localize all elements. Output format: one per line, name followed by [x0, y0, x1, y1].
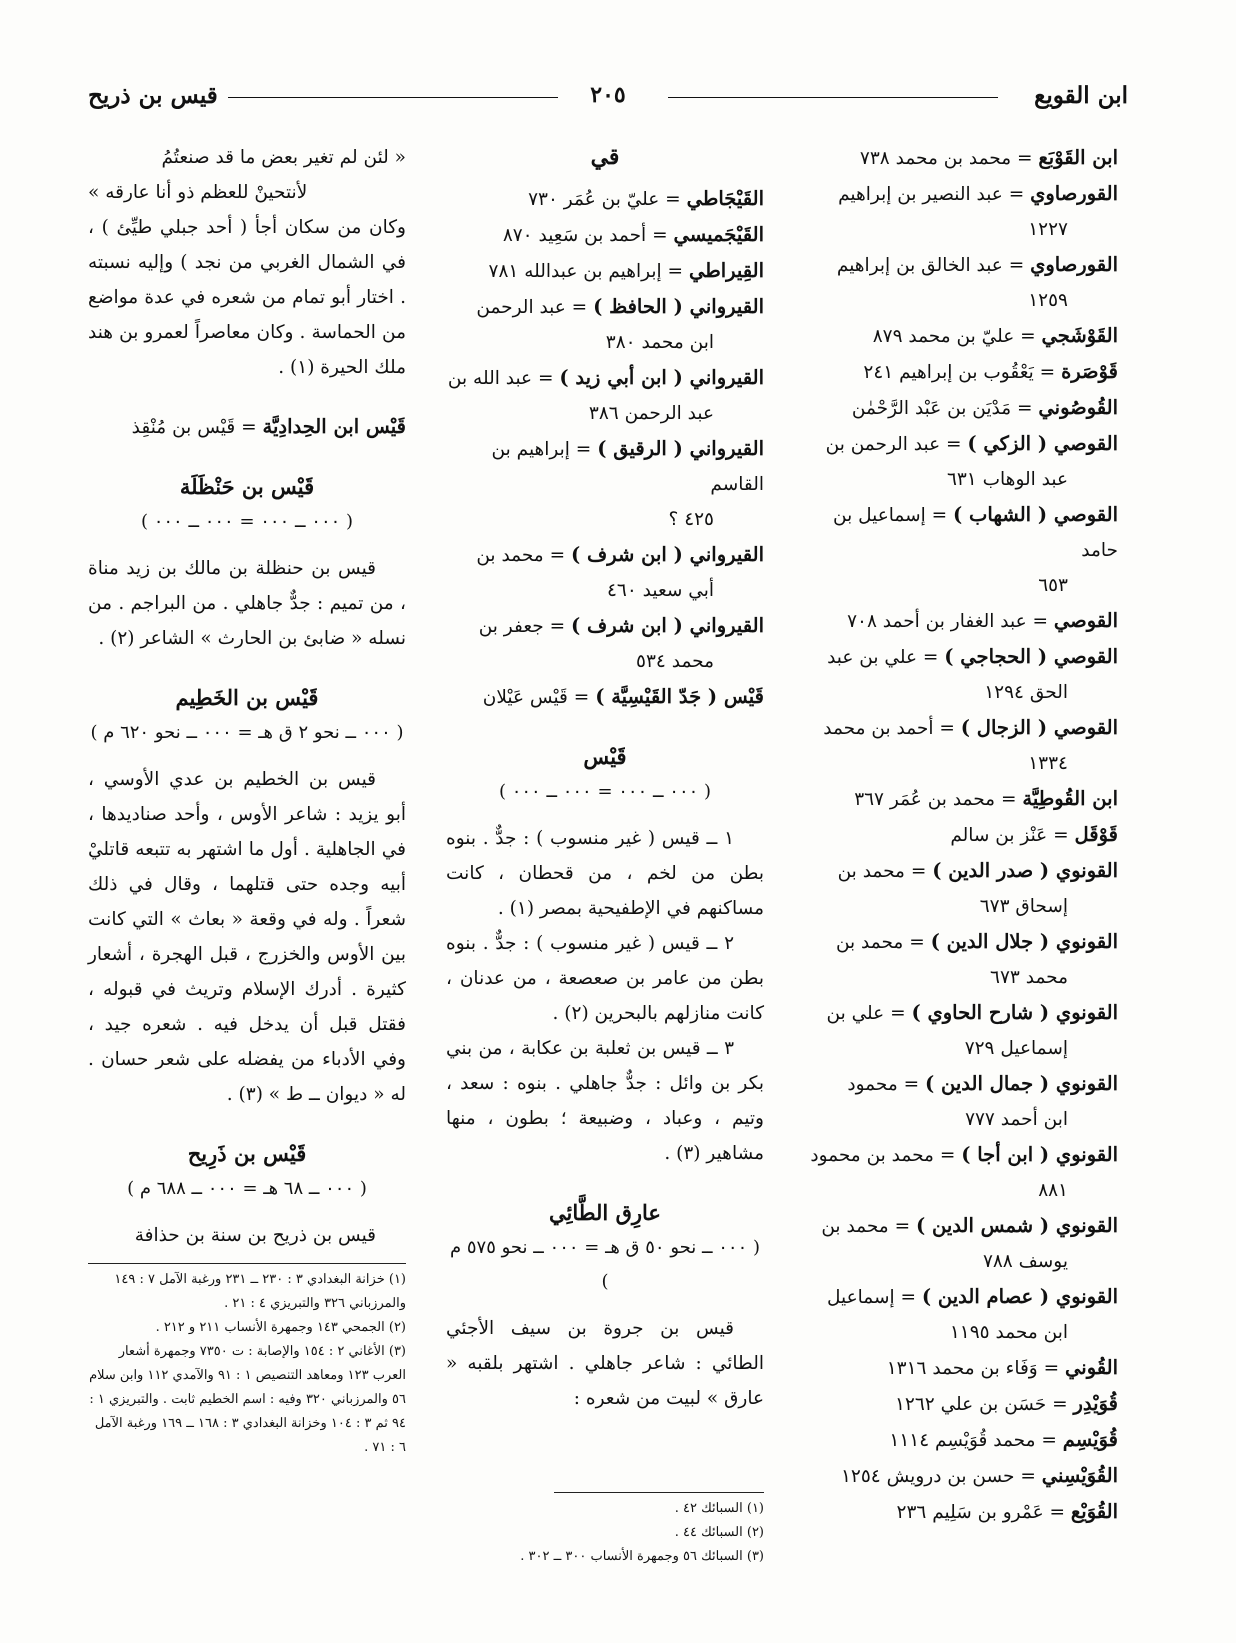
entry-value: = أحمد بن محمد: [823, 718, 955, 739]
entry-key: القيرواني ( الحافظ ): [593, 295, 764, 318]
index-entry: [800, 1422, 1118, 1458]
page-number: ٢٠٥: [590, 82, 626, 108]
entry-key: القوصي: [1053, 609, 1118, 632]
entry-value: = قَيْس عَيْلان: [482, 687, 590, 708]
entry-value: = عبد النصير بن إبراهيم: [838, 184, 1025, 205]
entry-key: القِيراطي: [688, 259, 764, 282]
hanzala-para: قيس بن حنظلة بن مالك بن زيد مناة ، من تميم : جدٌّ جاهلي . من البراجم . من نسله « ضابئ بن الحارث » الشاعر (٢) .: [88, 558, 406, 649]
section-letter: قي: [590, 144, 620, 170]
entry-continuation: إسحاق ٦٧٣: [979, 896, 1068, 917]
entry-key: القوصي ( الحجاجي ): [944, 645, 1118, 668]
index-entry: [800, 995, 1118, 1066]
header-right-name: ابن القويع: [1034, 82, 1128, 109]
index-entry: [446, 537, 764, 608]
header-rule-left: [228, 97, 558, 98]
footnote: (٣) الأغاني ٢ : ١٥٤ والإصابة : ت ٧٣٥٠ وجمهرة أشعار العرب ١٢٣ ومعاهد التنصيص ١ : ٩١ والآمدي ١١٢ وابن سلام ٥٦ والمرزباني ٣٢٠ وفيه : اسم الخطيم ثابت . والتبريزي ١ : ٩٤ ثم ٣ : ١٠٤ وخزانة البغدادي ٣ : ١٦٨ ــ ١٦٩ ورغبة الآمل ٦ : ٧١ .: [89, 1344, 406, 1455]
index-entry: [800, 781, 1118, 817]
footnote: (٢) الجمحي ١٤٣ وجمهرة الأنساب ٢١١ و ٢١٢ .: [155, 1320, 406, 1335]
entry-value: = محمد قُوَيْسِم ١١١٤: [889, 1430, 1057, 1451]
entry-key: ابن القُوطِيَّة: [1022, 787, 1118, 810]
entry-key: القونوي ( صدر الدين ): [932, 859, 1118, 882]
entry-continuation: عبد الوهاب ٦٣١: [946, 469, 1068, 490]
entry-continuation: أبي سعيد ٤٦٠: [606, 580, 714, 601]
entry-continuation: إسماعيل ٧٢٩: [964, 1038, 1068, 1059]
index-entry: [800, 924, 1118, 995]
entry-continuation: الحق ١٢٩٤: [984, 682, 1068, 703]
hanzala-title: قَيْس بن حَنْظَلَة: [179, 474, 315, 499]
qays-title: قَيْس: [583, 744, 627, 769]
entry-continuation: ابن محمد ١١٩٥: [949, 1322, 1068, 1343]
entry-value: = عبد الغفار بن أحمد ٧٠٨: [847, 611, 1048, 632]
entry-value: = عبد الخالق بن إبراهيم: [836, 255, 1025, 276]
ariq-title: عارِق الطَّائِي: [549, 1200, 661, 1225]
haddadiyya-entry: [88, 409, 406, 445]
qays-para-1: ١ ــ قيس ( غير منسوب ) : جدٌّ . بنوه بطن من لخم ، من قحطان ، كانت مساكنهم في الإطفيحية بمصر (١) .: [446, 828, 764, 919]
index-entry: [800, 497, 1118, 603]
entry-value: = إبراهيم بن القاسم: [491, 439, 764, 495]
entry-key: القونوي ( جمال الدين ): [925, 1072, 1118, 1095]
index-entry: [800, 1386, 1118, 1422]
entry-value: = عليّ بن عُمَر ٧٣٠: [528, 189, 681, 210]
middle-entries: [446, 181, 764, 715]
entry-key: قُوَيْسِم: [1062, 1428, 1118, 1451]
entry-key: قُوَيْدِر: [1073, 1392, 1118, 1415]
intro-para: وكان من سكان أجأ ( أحد جبلي طيِّئ ) ، في الشمال الغربي من نجد ) وإليه نسبته . اختار أبو تمام من شعره في عدة مواضع من الحماسة . وكان معاصراً لعمرو بن هند ملك الحيرة (١) .: [88, 217, 406, 378]
dharih-title: قَيْس بن ذَرِيح: [187, 1141, 307, 1166]
entry-key: القونوي ( شمس الدين ): [915, 1214, 1118, 1237]
entry-key: القيرواني ( ابن شرف ): [571, 543, 764, 566]
entry-value: = جعفر بن: [478, 616, 566, 637]
entry-value: = محمود: [847, 1074, 920, 1095]
entry-value: = عبد الرحمن بن: [825, 434, 962, 455]
entry-key: قَيْس ( جَدّ القَيْسِيَّة ): [595, 685, 764, 708]
verse-line-1: « لئن لم تغير بعض ما قد صنعتُمُ: [161, 147, 406, 168]
index-entry: [800, 1494, 1118, 1530]
entry-key: القَيْجَميسي: [673, 223, 764, 246]
khatim-title: قَيْس بن الخَطِيم: [175, 685, 319, 710]
qays-para-3: ٣ ــ قيس بن ثعلبة بن عكابة ، من بني بكر بن وائل : جدٌّ جاهلي . بنوه : سعد ، وتيم ، وعباد ، وضبيعة ؛ بطون ، منها مشاهير (٣) .: [446, 1038, 764, 1164]
entry-value: = إسماعيل: [827, 1287, 916, 1308]
entry-key: القيرواني ( ابن أبي زيد ): [559, 366, 764, 389]
qays-para-2: ٢ ــ قيس ( غير منسوب ) : جدٌّ . بنوه بطن من عامر بن صعصعة ، من عدنان ، كانت منازلهم بالبحرين (٢) .: [446, 933, 764, 1024]
entry-continuation: ٤٢٥ ؟: [668, 509, 714, 530]
entry-value: = عبد الله بن: [447, 368, 554, 389]
entry-continuation: عبد الرحمن ٣٨٦: [588, 403, 714, 424]
footnote: (١) خزانة البغدادي ٣ : ٢٣٠ ــ ٢٣١ ورغبة الآمل ٧ : ١٤٩ والمرزباني ٣٢٦ والتبريزي ٤ : ٢١ .: [114, 1272, 406, 1311]
entry-key: القيرواني ( الرقيق ): [597, 437, 764, 460]
index-entry: [800, 390, 1118, 426]
index-entry: [800, 1458, 1118, 1494]
index-entry: [800, 1350, 1118, 1386]
index-entry: [800, 354, 1118, 390]
entry-key: القونوي ( عصام الدين ): [921, 1285, 1118, 1308]
index-entry: [800, 140, 1118, 176]
entry-value: = إبراهيم بن عبدالله ٧٨١: [488, 261, 684, 282]
middle-column: [446, 140, 764, 1569]
index-entry: [800, 1208, 1118, 1279]
verse-line-2: لأنتحينْ للعظم ذو أنا عارقه »: [88, 182, 308, 203]
index-entry: [800, 426, 1118, 497]
entry-key: القَيْجَاطي: [686, 187, 764, 210]
entry-value: = عليّ بن محمد ٨٧٩: [872, 326, 1036, 347]
entry-key: القورصاوي: [1030, 182, 1118, 205]
right-column: [800, 140, 1118, 1530]
entry-key: القُوَيْسِني: [1041, 1464, 1118, 1487]
entry-key: قَيْس ابن الحِدادِيَّة: [262, 415, 406, 438]
entry-value: = علي بن عبد: [827, 647, 939, 668]
entry-value: = قَيْس بن مُنْقِذ: [131, 417, 257, 438]
entry-value: = عبد الرحمن: [476, 297, 588, 318]
entry-value: = حَسَن بن علي ١٢٦٢: [895, 1394, 1068, 1415]
footnote: (٢) السبائك ٤٤ .: [674, 1525, 764, 1540]
entry-continuation: ابن محمد ٣٨٠: [605, 332, 714, 353]
footnote-rule: [554, 1492, 764, 1493]
index-entry: [446, 289, 764, 360]
entry-key: القوصي ( الشهاب ): [953, 503, 1118, 526]
entry-continuation: ٨٨١: [1038, 1180, 1068, 1201]
entry-continuation: ١٣٣٤: [1028, 753, 1068, 774]
entry-key: القورصاوي: [1030, 253, 1118, 276]
khatim-dates: ( ٠٠٠ ــ نحو ٢ ق هـ = ٠٠٠ ــ نحو ٦٢٠ م ): [90, 722, 404, 743]
index-entry: [446, 679, 764, 715]
entry-value: = عَنْز بن سالم: [950, 825, 1069, 846]
entry-value: = يَعْقُوب بن إبراهيم ٢٤١: [863, 362, 1056, 383]
entry-key: ابن القَوْبَع: [1038, 146, 1118, 169]
entry-value: = محمد بن: [837, 861, 927, 882]
entry-value: = محمد بن محمد ٧٣٨: [859, 148, 1033, 169]
entry-value: = أحمد بن سَعِيد ٨٧٠: [502, 225, 668, 246]
index-entry: [800, 853, 1118, 924]
index-entry: [800, 1279, 1118, 1350]
index-entry: [800, 603, 1118, 639]
entry-key: القيرواني ( ابن شرف ): [571, 614, 764, 637]
index-entry: [446, 360, 764, 431]
entry-value: = إسماعيل بن حامد: [833, 505, 1118, 561]
dharih-dates: ( ٠٠٠ ــ ٦٨ هـ = ٠٠٠ ــ ٦٨٨ م ): [127, 1178, 367, 1199]
entry-key: القونوي ( ابن أجا ): [961, 1143, 1118, 1166]
index-entry: [800, 176, 1118, 247]
index-entry: [800, 318, 1118, 354]
ariq-para: قيس بن جروة بن سيف الأجئي الطائي : شاعر جاهلي . اشتهر بلقبه « عارق » لبيت من شعره :: [446, 1318, 764, 1409]
index-entry: [800, 1137, 1118, 1208]
hanzala-dates: ( ٠٠٠ ــ ٠٠٠ = ٠٠٠ ــ ٠٠٠ ): [140, 511, 354, 532]
entry-continuation: ابن أحمد ٧٧٧: [965, 1109, 1068, 1130]
entry-value: = محمد بن: [821, 1216, 911, 1237]
entry-value: = محمد بن عُمَر ٣٦٧: [854, 789, 1017, 810]
entry-key: القونوي ( جلال الدين ): [930, 930, 1118, 953]
left-column: [88, 140, 406, 1460]
entry-key: قَوْصَرة: [1061, 360, 1118, 383]
entry-value: = محمد بن محمود: [810, 1145, 956, 1166]
header-rule-right: [668, 97, 998, 98]
index-entry: [446, 181, 764, 217]
index-entry: [446, 217, 764, 253]
index-entry: [446, 431, 764, 537]
index-entry: [800, 710, 1118, 781]
entry-key: القُوَيْع: [1070, 1500, 1118, 1523]
entry-key: القُوصُوني: [1038, 396, 1118, 419]
footnote-rule: [88, 1263, 406, 1264]
entry-key: قَوْقَل: [1074, 823, 1118, 846]
entry-value: = وَفَاء بن محمد ١٣١٦: [886, 1358, 1060, 1379]
entry-value: = حسن بن درويش ١٢٥٤: [840, 1466, 1036, 1487]
entry-key: القُوني: [1065, 1356, 1118, 1379]
index-entry: [446, 608, 764, 679]
header-left-name: قيس بن ذريح: [88, 82, 218, 109]
entry-continuation: ٦٥٣: [1038, 575, 1068, 596]
index-entry: [800, 817, 1118, 853]
entry-value: = مَدْيَن بن عَبْد الرَّحْمٰن: [851, 398, 1033, 419]
entry-continuation: ١٢٢٧: [1028, 219, 1068, 240]
index-entry: [800, 1066, 1118, 1137]
entry-key: القَوْشَجي: [1041, 324, 1118, 347]
entry-value: = عَمْرو بن سَلِيم ٢٣٦: [896, 1502, 1065, 1523]
index-entry: [800, 639, 1118, 710]
entry-value: = محمد بن: [835, 932, 925, 953]
entry-value: = علي بن: [826, 1003, 906, 1024]
running-header: [88, 82, 1128, 112]
qays-dates: ( ٠٠٠ ــ ٠٠٠ = ٠٠٠ ــ ٠٠٠ ): [498, 781, 712, 802]
khatim-para: قيس بن الخطيم بن عدي الأوسي ، أبو يزيد : شاعر الأوس ، وأحد صناديدها ، في الجاهلية . أول ما اشتهر به تتبعه قاتليْ أبيه وجده حتى قتلهما ، وقال في ذلك شعراً . وله في وقعة « بعاث » التي كانت بين الأوس والخزرج ، قبل الهجرة ، أشعار كثيرة . أدرك الإسلام وتريث في قبوله ، فقتل قبل أن يدخل فيه . شعره جيد ، وفي الأدباء من يفضله على شعر حسان . له « ديوان ــ ط » (٣) .: [88, 769, 406, 1105]
ariq-dates: ( ٠٠٠ ــ نحو ٥٠ ق هـ = ٠٠٠ ــ نحو ٥٧٥ م ): [450, 1237, 760, 1292]
entry-continuation: ١٢٥٩: [1028, 290, 1068, 311]
index-entry: [800, 247, 1118, 318]
entry-key: القونوي ( شارح الحاوي ): [911, 1001, 1118, 1024]
entry-continuation: يوسف ٧٨٨: [982, 1251, 1068, 1272]
entry-value: = محمد بن: [476, 545, 566, 566]
index-entry: [446, 253, 764, 289]
footnote: (٣) السبائك ٥٦ وجمهرة الأنساب ٣٠٠ ــ ٣٠٢ .: [520, 1549, 764, 1564]
entry-key: القوصي ( الزجال ): [960, 716, 1118, 739]
entry-continuation: محمد ٦٧٣: [990, 967, 1068, 988]
entry-continuation: محمد ٥٣٤: [636, 651, 714, 672]
footnote: (١) السبائك ٤٢ .: [674, 1501, 764, 1516]
dharih-para: قيس بن ذريح بن سنة بن حذافة: [134, 1225, 376, 1246]
entry-key: القوصي ( الزكي ): [967, 432, 1118, 455]
